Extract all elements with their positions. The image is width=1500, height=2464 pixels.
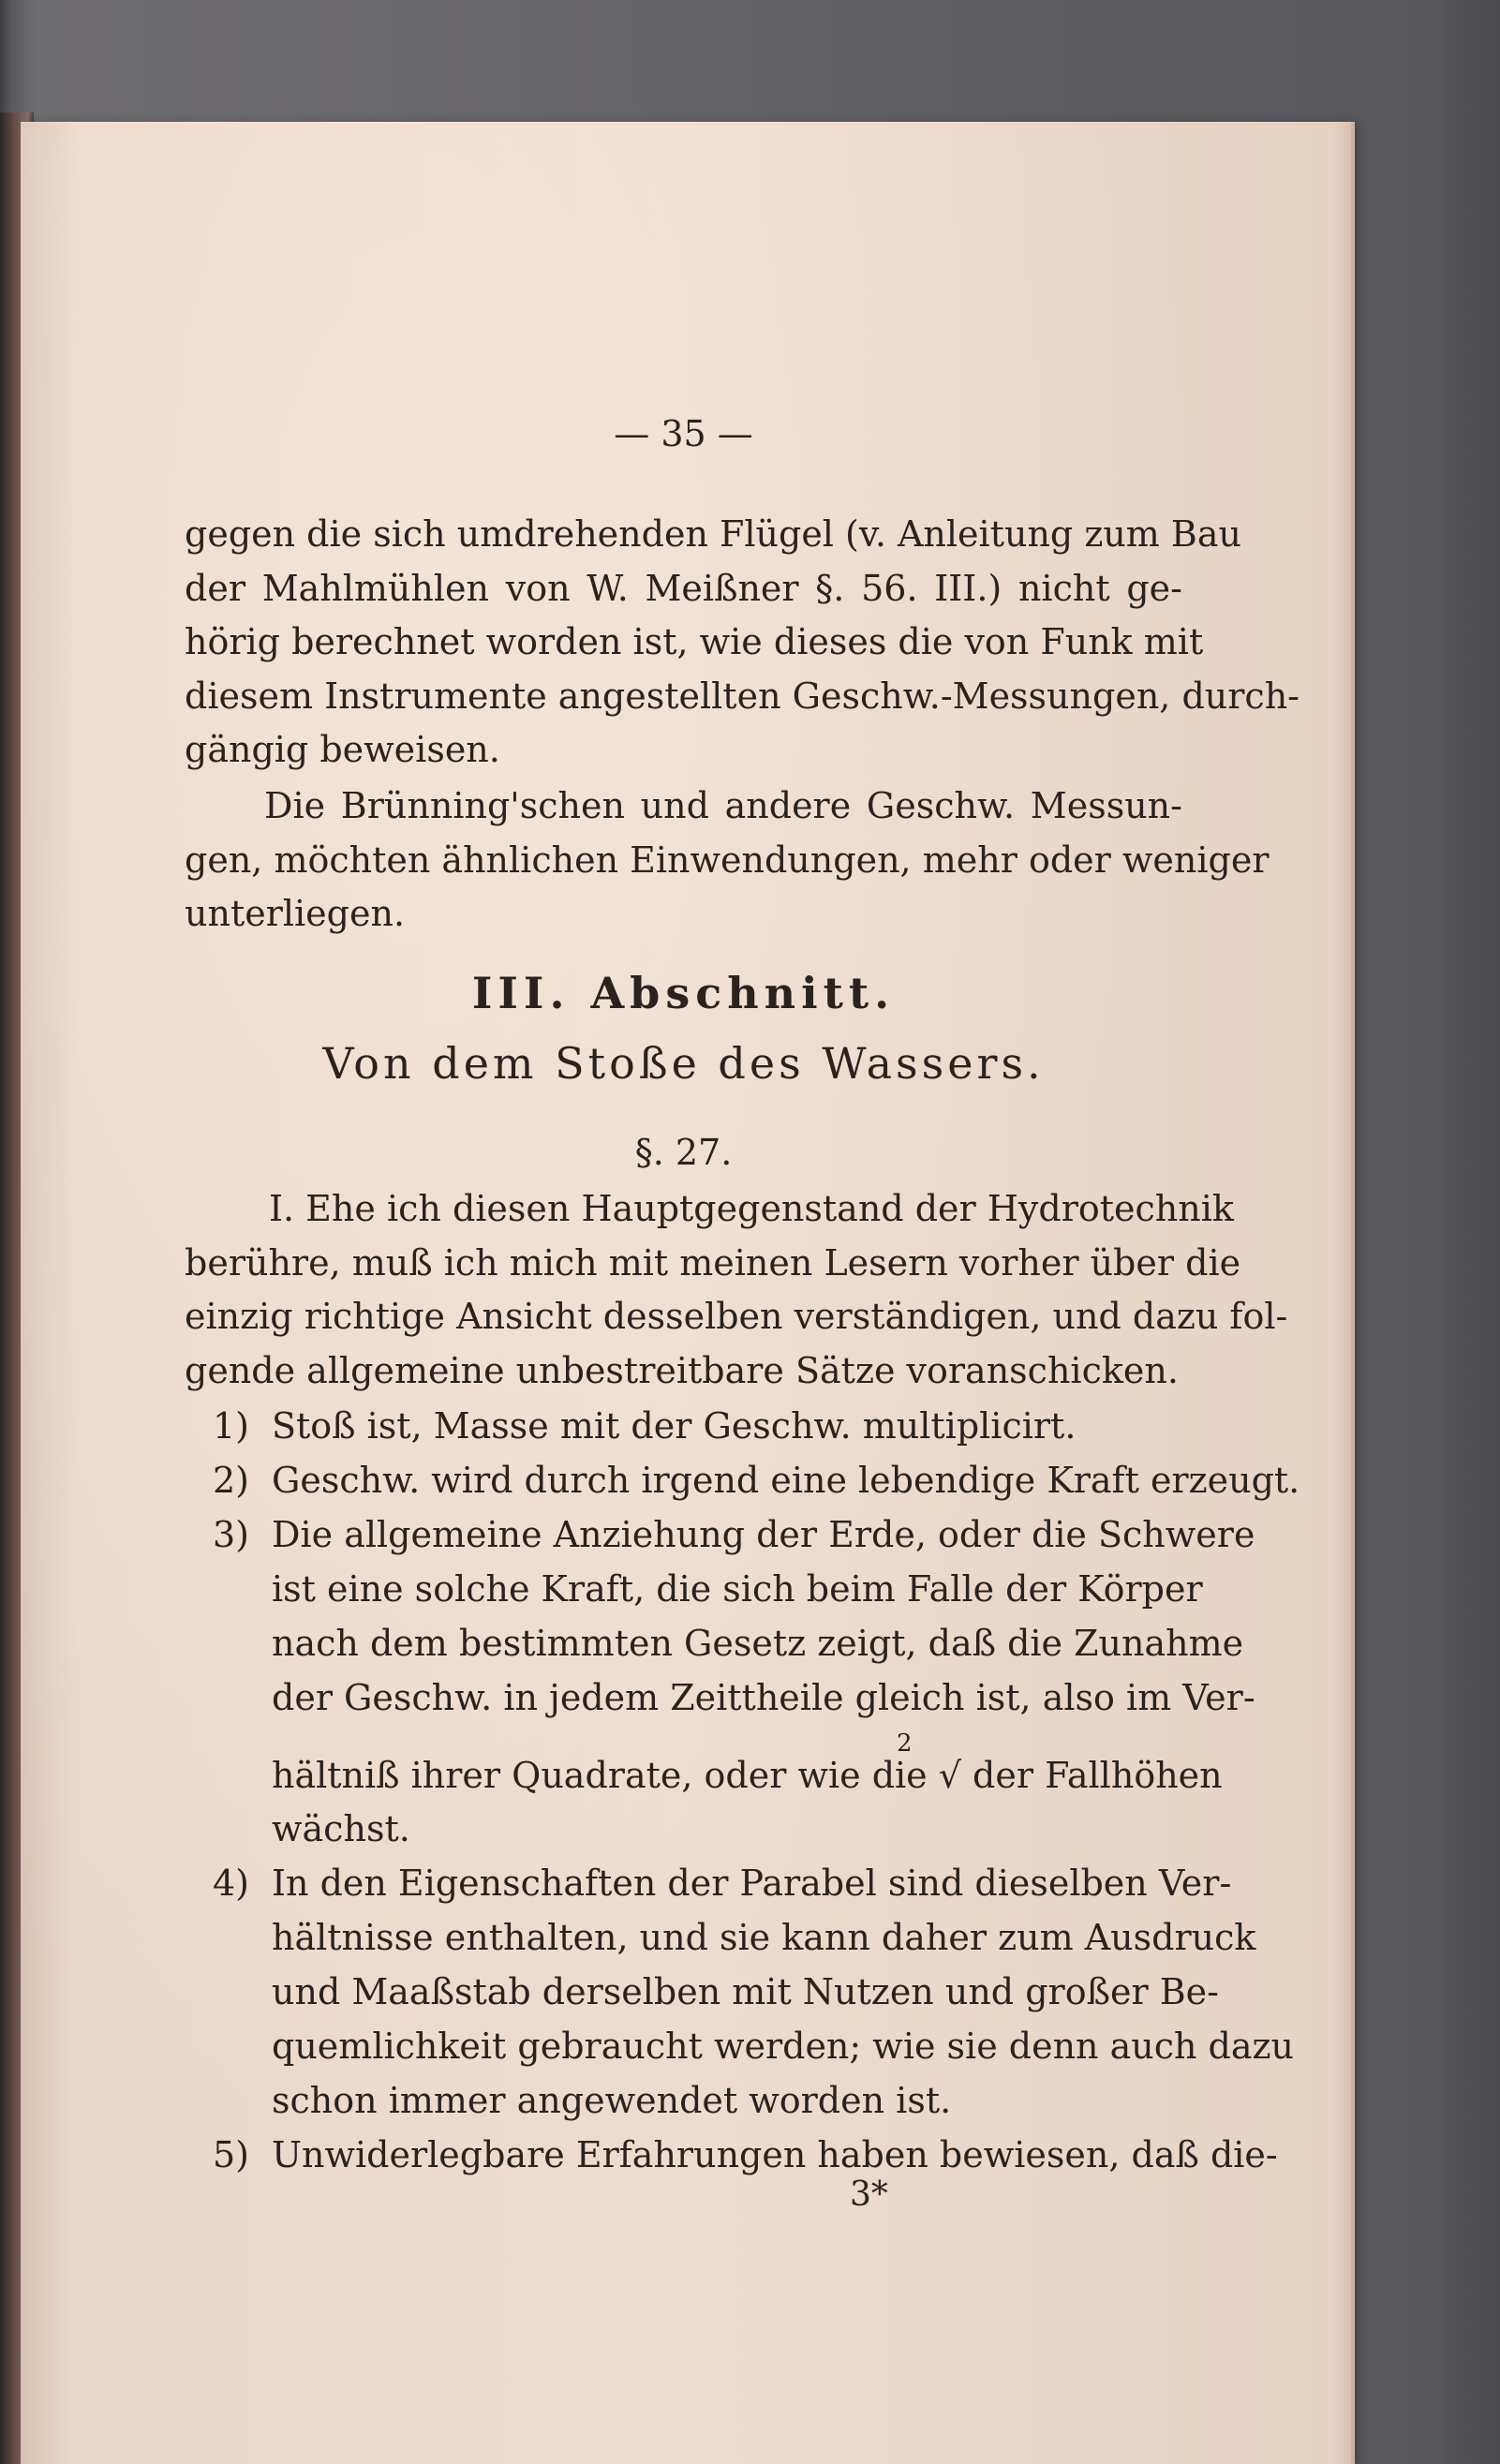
intro-line: gende allgemeine unbestreitbare Sätze voranschicken. [185, 1350, 1179, 1391]
item-line: Stoß ist, Masse mit der Geschw. multiplicirt. [272, 1405, 1077, 1447]
item-line: Die allgemeine Anziehung der Erde, oder die Schwere [272, 1514, 1255, 1555]
item-line: der Geschw. in jedem Zeittheile gleich ist, also im Ver- [272, 1677, 1255, 1718]
text-line: gen, möchten ähnlichen Einwendungen, mehr oder weniger [185, 839, 1270, 881]
section-heading: III. Abschnitt. [471, 968, 896, 1018]
page-number: — 35 — [614, 413, 753, 454]
paragraph-mark: §. 27. [634, 1132, 733, 1173]
item-line: schon immer angewendet worden ist. [272, 2080, 952, 2121]
item-line: quemlichkeit gebraucht werden; wie sie denn auch dazu [272, 2026, 1295, 2067]
text-line: gegen die sich umdrehenden Flügel (v. Anleitung zum Bau [185, 513, 1241, 555]
signature-mark: 3* [850, 2175, 888, 2214]
item-line: In den Eigenschaften der Parabel sind dieselben Ver- [272, 1863, 1232, 1904]
item-line: und Maaßstab derselben mit Nutzen und großer Be- [272, 1971, 1219, 2012]
book-page [21, 122, 1351, 2464]
text-line: der Mahlmühlen von W. Meißner §. 56. III.) nicht ge- [185, 568, 1182, 609]
intro-line: berühre, muß ich mich mit meinen Lesern vorher über die [185, 1242, 1241, 1284]
root-index: 2 [897, 1729, 913, 1758]
section-subtitle: Von dem Stoße des Wassers. [322, 1038, 1045, 1089]
item-line: hältnisse enthalten, und sie kann daher zum Ausdruck [272, 1917, 1256, 1958]
item-number: 4) [213, 1863, 250, 1904]
item-number: 1) [213, 1405, 250, 1447]
text-line: hörig berechnet worden ist, wie dieses die von Funk mit [185, 621, 1204, 662]
text-line: Die Brünning'schen und andere Geschw. Messun- [264, 785, 1182, 826]
item-number: 5) [213, 2134, 250, 2175]
page-text [21, 122, 1351, 2464]
item-line: Unwiderlegbare Erfahrungen haben bewiesen, daß die- [272, 2134, 1278, 2175]
item-line: hältniß ihrer Quadrate, oder wie die √ der Fallhöhen [272, 1755, 1223, 1796]
item-line: wächst. [272, 1808, 410, 1849]
item-line: nach dem bestimmten Gesetz zeigt, daß die Zunahme [272, 1623, 1244, 1664]
text-line: diesem Instrumente angestellten Geschw.-Messungen, durch- [185, 675, 1300, 717]
text-line: unterliegen. [185, 893, 406, 934]
intro-line: einzig richtige Ansicht desselben verständigen, und dazu fol- [185, 1296, 1288, 1337]
text-line: gängig beweisen. [185, 729, 500, 770]
item-line: ist eine solche Kraft, die sich beim Falle der Körper [272, 1568, 1203, 1610]
item-number: 3) [213, 1514, 250, 1555]
item-line: Geschw. wird durch irgend eine lebendige Kraft erzeugt. [272, 1460, 1300, 1501]
item-number: 2) [213, 1460, 250, 1501]
intro-line: I. Ehe ich diesen Hauptgegenstand der Hydrotechnik [269, 1188, 1234, 1229]
